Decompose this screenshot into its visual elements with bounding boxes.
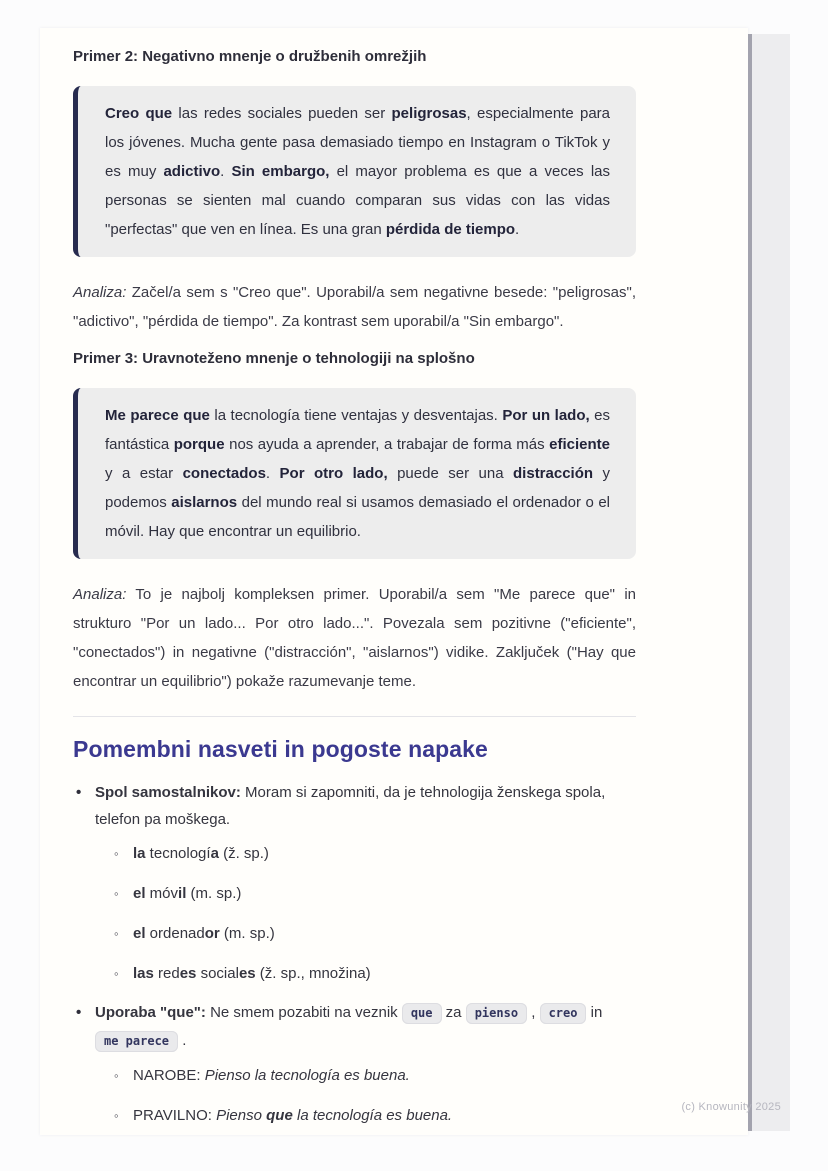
list-item-text: el ordenador (m. sp.) <box>133 925 275 942</box>
inline-code-chip: pienso <box>466 1003 527 1024</box>
quote-text: Creo que las redes sociales pueden ser peligrosas, especialmente para los jóvenes. Mucha gente pasa demasiado tiempo en Instagram o TikTok y es muy adictivo. Sin embargo, el mayor problema es que a veces las personas se sienten mal cuando comparan sus vidas con las vidas "perfectas" que ven en línea. Es una gran pérdida de tiempo. <box>105 105 610 238</box>
inline-code-chip: creo <box>540 1003 587 1024</box>
list-item-text: NAROBE: Pienso la tecnología es buena. <box>133 1067 410 1084</box>
example-quote-balanced <box>73 388 636 559</box>
gender-examples-list <box>113 840 636 987</box>
inline-code-chip: que <box>402 1003 442 1024</box>
example-quote-negative <box>73 86 636 257</box>
list-item-las-redes <box>113 960 636 987</box>
bullet-icon: • <box>76 784 82 801</box>
page-content <box>40 28 748 1135</box>
analysis-paragraph-2: Analiza: To je najbolj kompleksen primer. Uporabil/a sem "Me parece que" in strukturo "Por un lado... Por otro lado...". Povezala sem pozitivne ("eficiente", "conectados") in negativne ("distracción", "aislarnos") vidike. Zaključek ("Hay que encontrar un equilibrio") pokaže razumevanje teme. <box>73 586 636 690</box>
primer3-heading: Primer 3: Uravnoteženo mnenje o tehnologiji na splošno <box>73 350 475 367</box>
watermark-text: (c) Knowunity 2025 <box>681 1101 781 1113</box>
list-item-gender-rule <box>73 779 636 987</box>
list-item-que-rule <box>73 999 636 1129</box>
circle-bullet-icon: ◦ <box>114 966 119 981</box>
list-item-text: PRAVILNO: Pienso que la tecnología es buena. <box>133 1107 453 1124</box>
quote-text: Me parece que la tecnología tiene ventajas y desventajas. Por un lado, es fantástica porque nos ayuda a aprender, a trabajar de forma más eficiente y a estar conectados. Por otro lado, puede ser una distracción y podemos aislarnos del mundo real si usamos demasiado el ordenador o el móvil. Hay que encontrar un equilibrio. <box>105 407 611 540</box>
bullet-icon: • <box>76 1004 82 1021</box>
scrollbar[interactable] <box>748 34 752 1131</box>
list-item-el-movil <box>113 880 636 907</box>
list-item-text: las redes sociales (ž. sp., množina) <box>133 965 371 982</box>
primer2-heading: Primer 2: Negativno mnenje o družbenih omrežjih <box>73 48 427 65</box>
list-item-text: Spol samostalnikov: Moram si zapomniti, da je tehnologija ženskega spola, telefon pa moškega. <box>95 784 606 828</box>
tips-list <box>73 779 636 1129</box>
list-item-el-ordenador <box>113 920 636 947</box>
inline-code-chip: me parece <box>95 1031 178 1052</box>
list-item-text: el móvil (m. sp.) <box>133 885 242 902</box>
analysis-paragraph-1: Analiza: Začel/a sem s "Creo que". Uporabil/a sem negativne besede: "peligrosas", "adictivo", "pérdida de tiempo". Za kontrast sem uporabil/a "Sin embargo". <box>73 284 636 330</box>
circle-bullet-icon: ◦ <box>114 926 119 941</box>
circle-bullet-icon: ◦ <box>114 1108 119 1123</box>
que-examples-list <box>113 1062 636 1129</box>
list-item-pravilno <box>113 1102 636 1129</box>
section-title: Pomembni nasveti in pogoste napake <box>73 736 488 762</box>
circle-bullet-icon: ◦ <box>114 846 119 861</box>
section-divider <box>73 716 636 717</box>
adjacent-page-strip <box>752 34 790 1131</box>
circle-bullet-icon: ◦ <box>114 886 119 901</box>
document-page <box>40 28 748 1135</box>
list-item-text: Uporaba "que": Ne smem pozabiti na veznik que za pienso , creo in me parece . <box>95 1004 602 1049</box>
list-item-text: la tecnología (ž. sp.) <box>133 845 269 862</box>
list-item-la-tecnologia <box>113 840 636 867</box>
circle-bullet-icon: ◦ <box>114 1068 119 1083</box>
list-item-narobe <box>113 1062 636 1089</box>
